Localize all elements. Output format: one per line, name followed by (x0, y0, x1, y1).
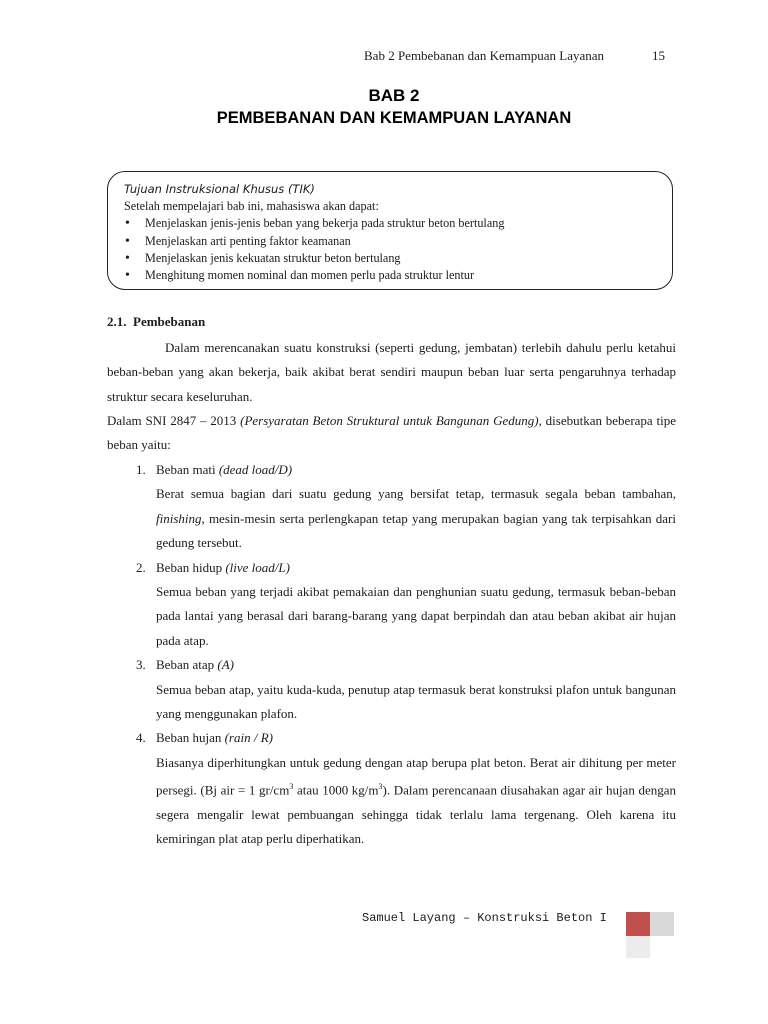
load-type-item (136, 726, 676, 851)
objectives-box (107, 171, 673, 290)
load-type-item (136, 653, 676, 726)
footer-author-course: Samuel Layang – Konstruksi Beton I (362, 911, 607, 925)
item-description: Berat semua bagian dari suatu gedung yang bersifat tetap, termasuk segala beban tambahan, finishing, mesin-mesin serta perlengkapan tetap yang merupakan bagian yang tak terpisahkan dari gedung tersebut. (156, 486, 676, 551)
section-number: 2.1. (107, 314, 127, 329)
item-description: Biasanya diperhitungkan untuk gedung dengan atap berupa plat beton. Berat air dihitung per meter persegi. (Bj air = 1 $gr/cm^3$ atau 1000 $kg/m^3$). Dalam perencanaan diusahakan agar air hujan dengan segera mengalir lewat pembuangan sehingga tidak terlalu lama tergenang. Oleh karena itu kemiringan plat atap perlu diperhatikan. (156, 754, 676, 847)
objective-item: • Menjelaskan jenis-jenis beban yang bekerja pada struktur beton bertulang (124, 215, 658, 232)
sni-text-end: , disebutkan beberapa tipe beban yaitu: (107, 413, 676, 453)
objective-item: • Menjelaskan jenis kekuatan struktur beton bertulang (124, 250, 658, 267)
running-title: Bab 2 Pembebanan dan Kemampuan Layanan (364, 48, 605, 63)
item-number: 4. (136, 730, 146, 746)
item-term: (live load/L) (225, 559, 290, 575)
objectives-list (124, 215, 658, 284)
objective-item: • Menghitung momen nominal dan momen perlu pada struktur lentur (124, 267, 658, 284)
footer-decor-light-square (626, 936, 650, 958)
item-number: 3. (136, 657, 146, 673)
footer-decor-red-square (626, 912, 650, 936)
sni-title: (Persyaratan Beton Struktural untuk Bangunan Gedung) (240, 413, 539, 428)
load-type-list (136, 458, 676, 852)
chapter-title: PEMBEBANAN DAN KEMAMPUAN LAYANAN (216, 109, 572, 127)
item-term: (dead load/D) (218, 462, 293, 477)
item-name: Beban hidup (156, 559, 226, 575)
item-description: Semua beban atap, yaitu kuda-kuda, penutup atap termasuk berat konstruksi plafon untuk bangunan yang menggunakan plafon. (156, 681, 676, 722)
sni-text: Dalam SNI 2847 – 2013 (107, 413, 241, 428)
item-number: 2. (136, 559, 146, 575)
paragraph-intro: Dalam merencanakan suatu konstruksi (seperti gedung, jembatan) terlebih dahulu perlu ketahui beban-beban yang akan bekerja, baik akibat berat sendiri maupun beban luar serta pengaruhnya terhadap struktur secara keseluruhan. (107, 340, 676, 404)
page-number: 15 (652, 48, 665, 63)
item-name: Beban atap (156, 657, 218, 673)
objectives-intro: Setelah mempelajari bab ini, mahasiswa akan dapat: (124, 199, 379, 214)
item-term: (rain / R) (224, 730, 273, 746)
item-description: Semua beban yang terjadi akibat pemakaian dan penghunian suatu gedung, termasuk beban-beban pada lantai yang berasal dari barang-barang yang dapat berpindah dan atau beban akibat air hujan pada atap. (156, 584, 676, 648)
item-name: Beban mati (156, 462, 219, 477)
section-title: Pembebanan (133, 314, 206, 329)
item-term: (A) (217, 657, 234, 673)
paragraph-sni (107, 409, 676, 458)
item-name: Beban hujan (156, 730, 225, 746)
chapter-number: BAB 2 (368, 86, 420, 105)
load-type-item (136, 556, 676, 654)
objectives-title: Tujuan Instruksional Khusus (TIK) (124, 182, 315, 196)
item-number: 1. (136, 462, 146, 477)
load-type-item (136, 458, 676, 556)
page-header (0, 48, 768, 68)
footer-decor-gray-square (650, 912, 674, 936)
section-heading (107, 314, 205, 330)
objective-item: • Menjelaskan arti penting faktor keamanan (124, 233, 658, 250)
